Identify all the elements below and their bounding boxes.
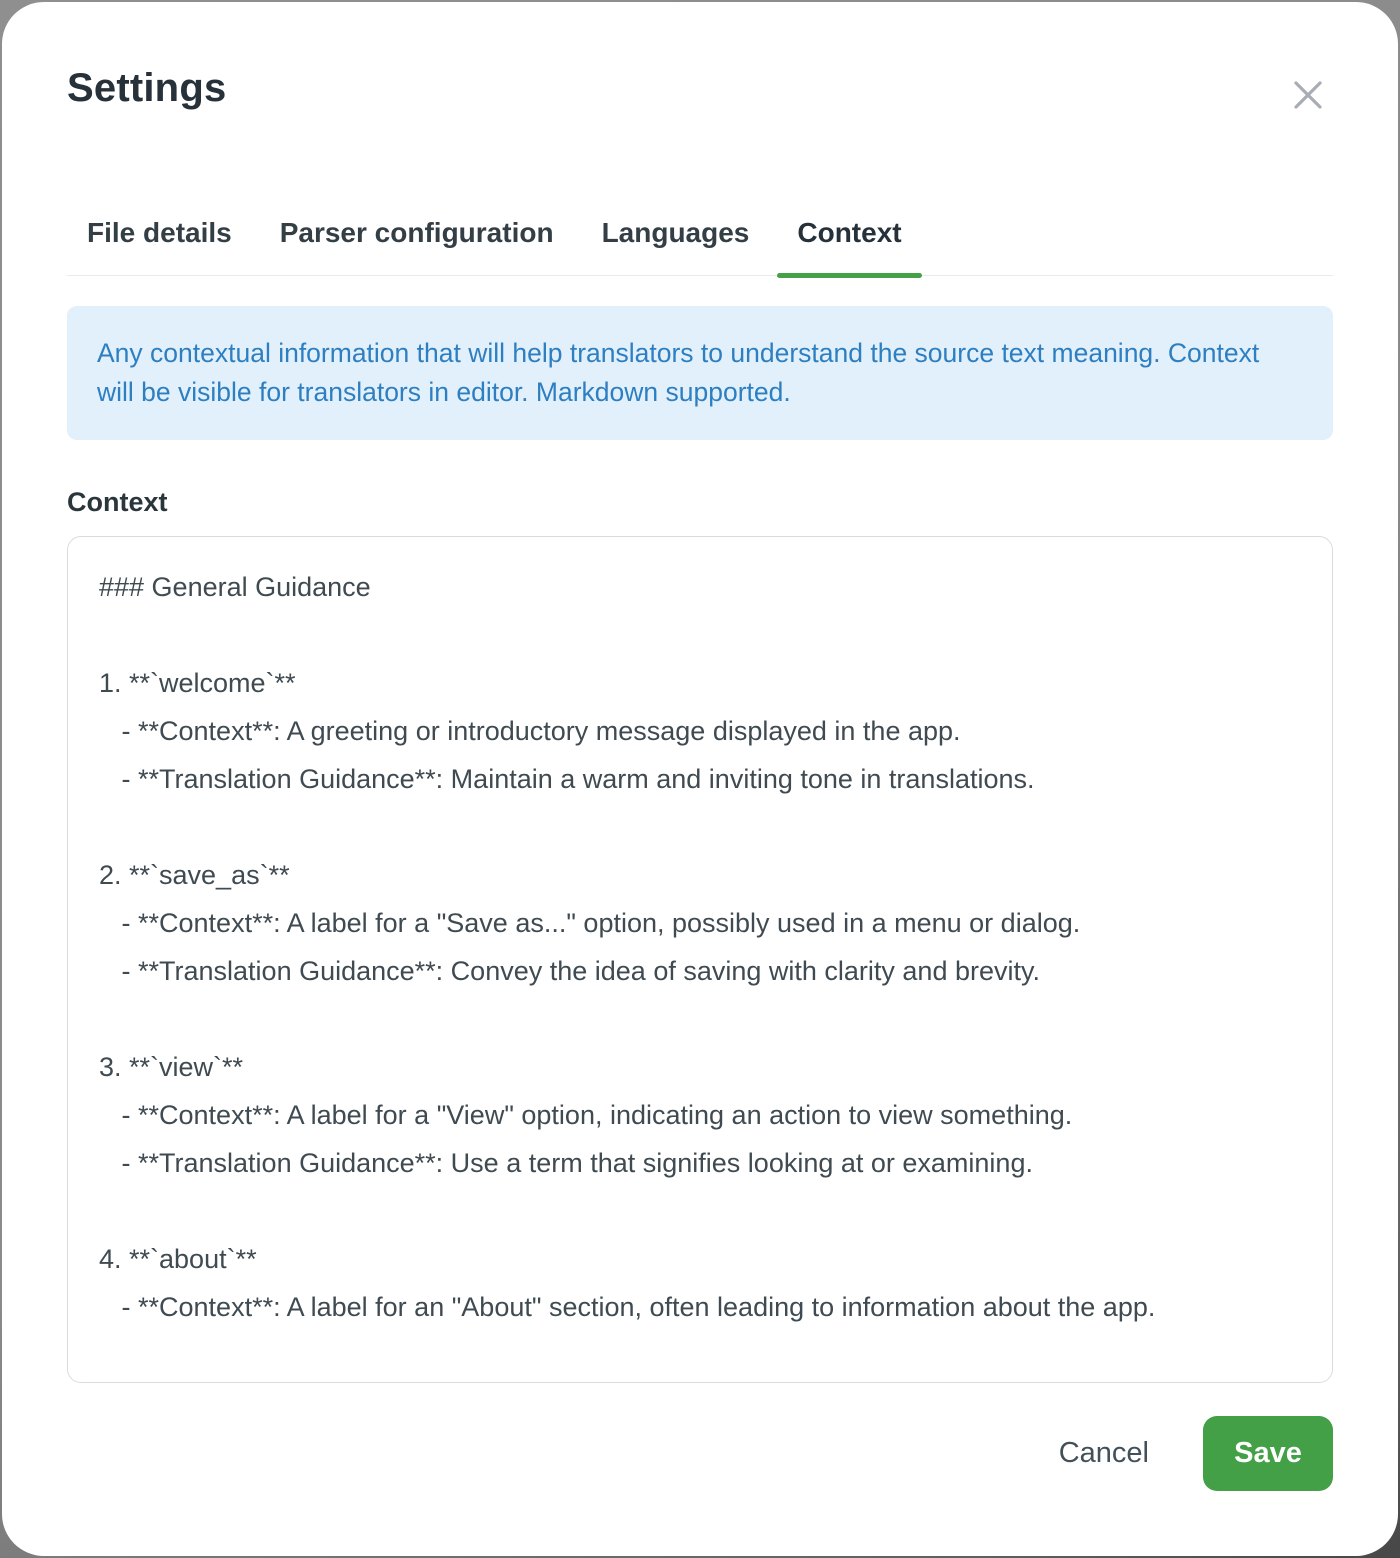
modal-footer xyxy=(67,1416,1333,1491)
page-title: Settings xyxy=(67,66,227,110)
cancel-button[interactable]: Cancel xyxy=(1058,1437,1149,1469)
save-button[interactable]: Save xyxy=(1203,1416,1333,1491)
context-field-label: Context xyxy=(67,487,168,517)
context-info-banner xyxy=(67,306,1333,440)
tab-file-details[interactable]: File details xyxy=(87,217,232,248)
close-icon xyxy=(1289,102,1327,117)
tab-context[interactable]: Context xyxy=(777,215,921,275)
settings-modal xyxy=(2,2,1398,1556)
modal-header xyxy=(67,2,1333,120)
tab-parser-configuration[interactable]: Parser configuration xyxy=(279,217,554,248)
tab-languages[interactable]: Languages xyxy=(601,217,750,248)
info-banner-text: Any contextual information that will help translators to understand the source text meaning. Context will be visible for translators in editor. Markdown supported. xyxy=(97,338,1260,407)
context-textarea[interactable] xyxy=(67,536,1333,1383)
close-button[interactable] xyxy=(1283,70,1333,120)
settings-tabs xyxy=(67,215,1333,276)
